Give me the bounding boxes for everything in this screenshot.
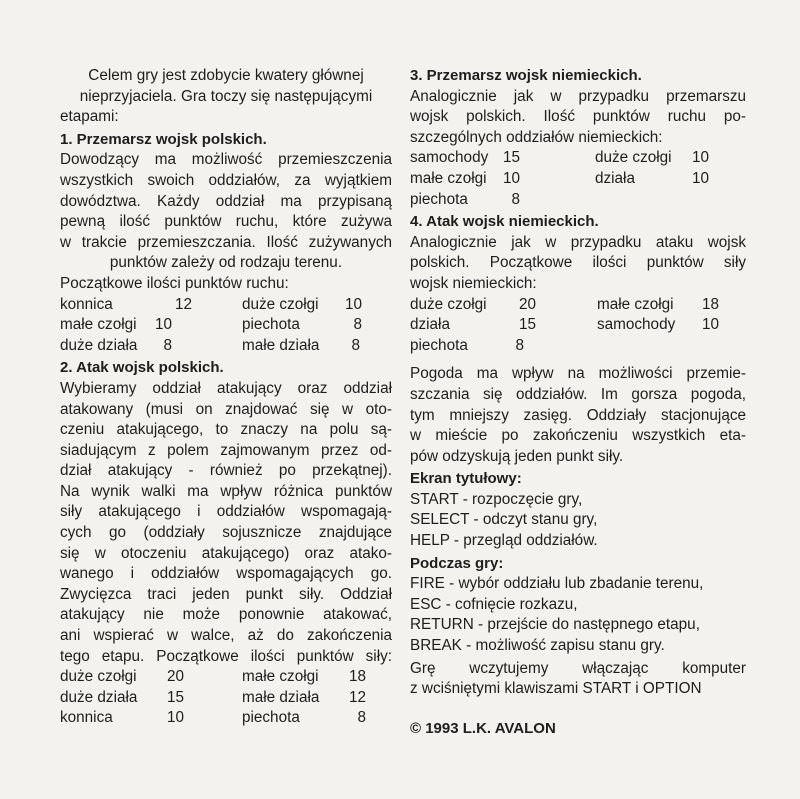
right-column (410, 66, 746, 737)
command-line: SELECT - odczyt stanu gry, (410, 511, 598, 529)
title-screen-commands (410, 490, 746, 552)
text-line: Celem gry jest zdobycie kwatery głównej (88, 67, 364, 84)
value-row (410, 336, 746, 357)
value-item: piechota 8 (410, 190, 520, 208)
value-item: działa 15 (410, 316, 536, 334)
value-row (60, 336, 392, 357)
text-line: Wybieramy oddział atakujący oraz oddział (60, 379, 392, 397)
value-item: piechota 8 (242, 316, 362, 334)
value-row (410, 148, 746, 169)
movement-points-table (60, 295, 392, 357)
text-line: wojsk polskich. Ilość punktów ruchu po- (410, 108, 746, 126)
text-line: w mieście po zakończeniu wszystkich eta- (410, 427, 746, 445)
text-line: wojsk niemieckich: (410, 274, 537, 292)
text-line: tym mniejszy zasięg. Oddziały stacjonujące (410, 406, 746, 424)
intro-paragraph (60, 66, 392, 128)
text-line: polskich. Początkowe ilości punktów siły (410, 254, 746, 272)
command-line: HELP - przegląd oddziałów. (410, 532, 598, 550)
text-line: Początkowe ilości punktów ruchu: (60, 274, 289, 292)
value-item: działa 10 (595, 169, 709, 187)
text-line: pów odzyskują jeden punkt siły. (410, 447, 624, 465)
command-line: ESC - cofnięcie rozkazu, (410, 595, 578, 613)
section-3-heading: 3. Przemarsz wojsk niemieckich. (410, 67, 642, 84)
text-line: dział atakujący - również po przekątnej). (60, 462, 392, 480)
text-line: Dowodzący ma możliwość przemieszczenia (60, 151, 392, 169)
text-line: czeniu atakującego, to znaczy na polu są- (60, 421, 392, 439)
value-row (60, 667, 392, 688)
value-item: duże czołgi 10 (595, 149, 709, 167)
command-line: BREAK - możliwość zapisu stanu gry. (410, 637, 665, 655)
left-column (60, 66, 392, 729)
command-line: START - rozpoczęcie gry, (410, 490, 583, 508)
value-item: małe czołgi 10 (410, 169, 520, 187)
value-row (410, 315, 746, 336)
section-1-paragraph (60, 150, 392, 294)
text-line: Analogicznie jak w przypadku przemarszu (410, 87, 746, 105)
title-screen-heading: Ekran tytułowy: (410, 470, 522, 488)
section-4-paragraph (410, 233, 746, 295)
text-line: siły atakującego i oddziałów wspomagają- (60, 503, 392, 521)
text-line: pewną ilość punktów ruchu, które zużywa (60, 213, 392, 231)
text-line: dowództwa. Każdy oddział ma przypisaną (60, 192, 392, 210)
text-line: siadującym z polem zajmowanym przez od- (60, 441, 392, 459)
text-line: Analogicznie jak w przypadku ataku wojsk (410, 233, 746, 251)
german-movement-table (410, 148, 746, 210)
value-item: konnica 12 (60, 295, 192, 313)
value-item: małe działa 12 (242, 688, 366, 706)
text-line: Pogoda ma wpływ na możliwości przemie- (410, 365, 746, 383)
section-2-paragraph (60, 379, 392, 667)
value-item: duże czołgi 10 (242, 295, 362, 313)
text-line: ani wspierać w walce, aż do zakończenia (60, 627, 392, 645)
strength-points-table (60, 667, 392, 729)
section-2-heading: 2. Atak wojsk polskich. (60, 359, 224, 377)
text-line: etapami: (60, 108, 119, 126)
ingame-heading: Podczas gry: (410, 554, 504, 572)
text-line: atakujący nie może ponownie atakować, (60, 606, 392, 624)
text-line: z wciśniętymi klawiszami START i OPTION (410, 680, 702, 698)
value-item: konnica 10 (60, 709, 184, 727)
value-row (60, 315, 392, 336)
value-item: małe czołgi 18 (597, 295, 719, 313)
loading-paragraph (410, 659, 746, 700)
value-item: małe czołgi 10 (60, 316, 172, 334)
value-item: małe działa 8 (242, 336, 360, 354)
text-line: tego etapu. Początkowe ilości punktów siły: (60, 647, 392, 665)
value-row (60, 688, 392, 709)
value-row (410, 169, 746, 190)
value-item: duże czołgi 20 (60, 668, 184, 686)
text-line: szczególnych oddziałów niemieckich: (410, 128, 663, 146)
value-item: piechota 8 (242, 709, 366, 727)
value-item: samochody 10 (597, 316, 719, 334)
text-line: punktów zależy od rodzaju terenu. (109, 254, 343, 272)
value-item: samochody 15 (410, 149, 520, 167)
weather-paragraph (410, 364, 746, 467)
value-item: duże czołgi 20 (410, 295, 536, 313)
command-line: RETURN - przejście do następnego etapu, (410, 616, 700, 634)
section-3-paragraph (410, 87, 746, 149)
text-line: szczania się oddziałów. Im gorsza pogoda, (410, 385, 746, 403)
command-line: FIRE - wybór oddziału lub zbadanie terenu, (410, 575, 704, 593)
german-strength-table (410, 295, 746, 357)
value-item: małe czołgi 18 (242, 668, 366, 686)
copyright: © 1993 L.K. AVALON (410, 719, 556, 737)
text-line: Grę wczytujemy włączając komputer (410, 659, 746, 677)
text-line: się w otoczeniu atakującego) oraz atako- (60, 544, 392, 562)
text-line: atakowany (musi on znajdować się w oto- (60, 400, 392, 418)
value-row (410, 190, 746, 211)
section-4-heading: 4. Atak wojsk niemieckich. (410, 213, 599, 231)
value-row (410, 295, 746, 316)
value-item: duże działa 8 (60, 336, 172, 354)
text-line: wszystkich swoich oddziałów, za wyjątkiem (60, 171, 392, 189)
text-line: nieprzyjaciela. Gra toczy się następującymi (79, 87, 373, 105)
text-line: cych go (oddziały sojusznicze znajdujące (60, 524, 392, 542)
text-line: Zwycięzca traci jeden punkt siły. Oddział (60, 585, 392, 603)
value-row (60, 295, 392, 316)
text-line: wanego i oddziałów wspomagających go. (60, 565, 392, 583)
value-item: piechota 8 (410, 336, 524, 354)
value-item: duże działa 15 (60, 688, 184, 706)
text-line: w trakcie przemieszczania. Ilość zużywanych (60, 233, 392, 251)
ingame-commands (410, 574, 746, 656)
text-line: Na wynik walki ma wpływ różnica punktów (60, 482, 392, 500)
section-1-heading: 1. Przemarsz wojsk polskich. (60, 130, 267, 148)
value-row (60, 708, 392, 729)
